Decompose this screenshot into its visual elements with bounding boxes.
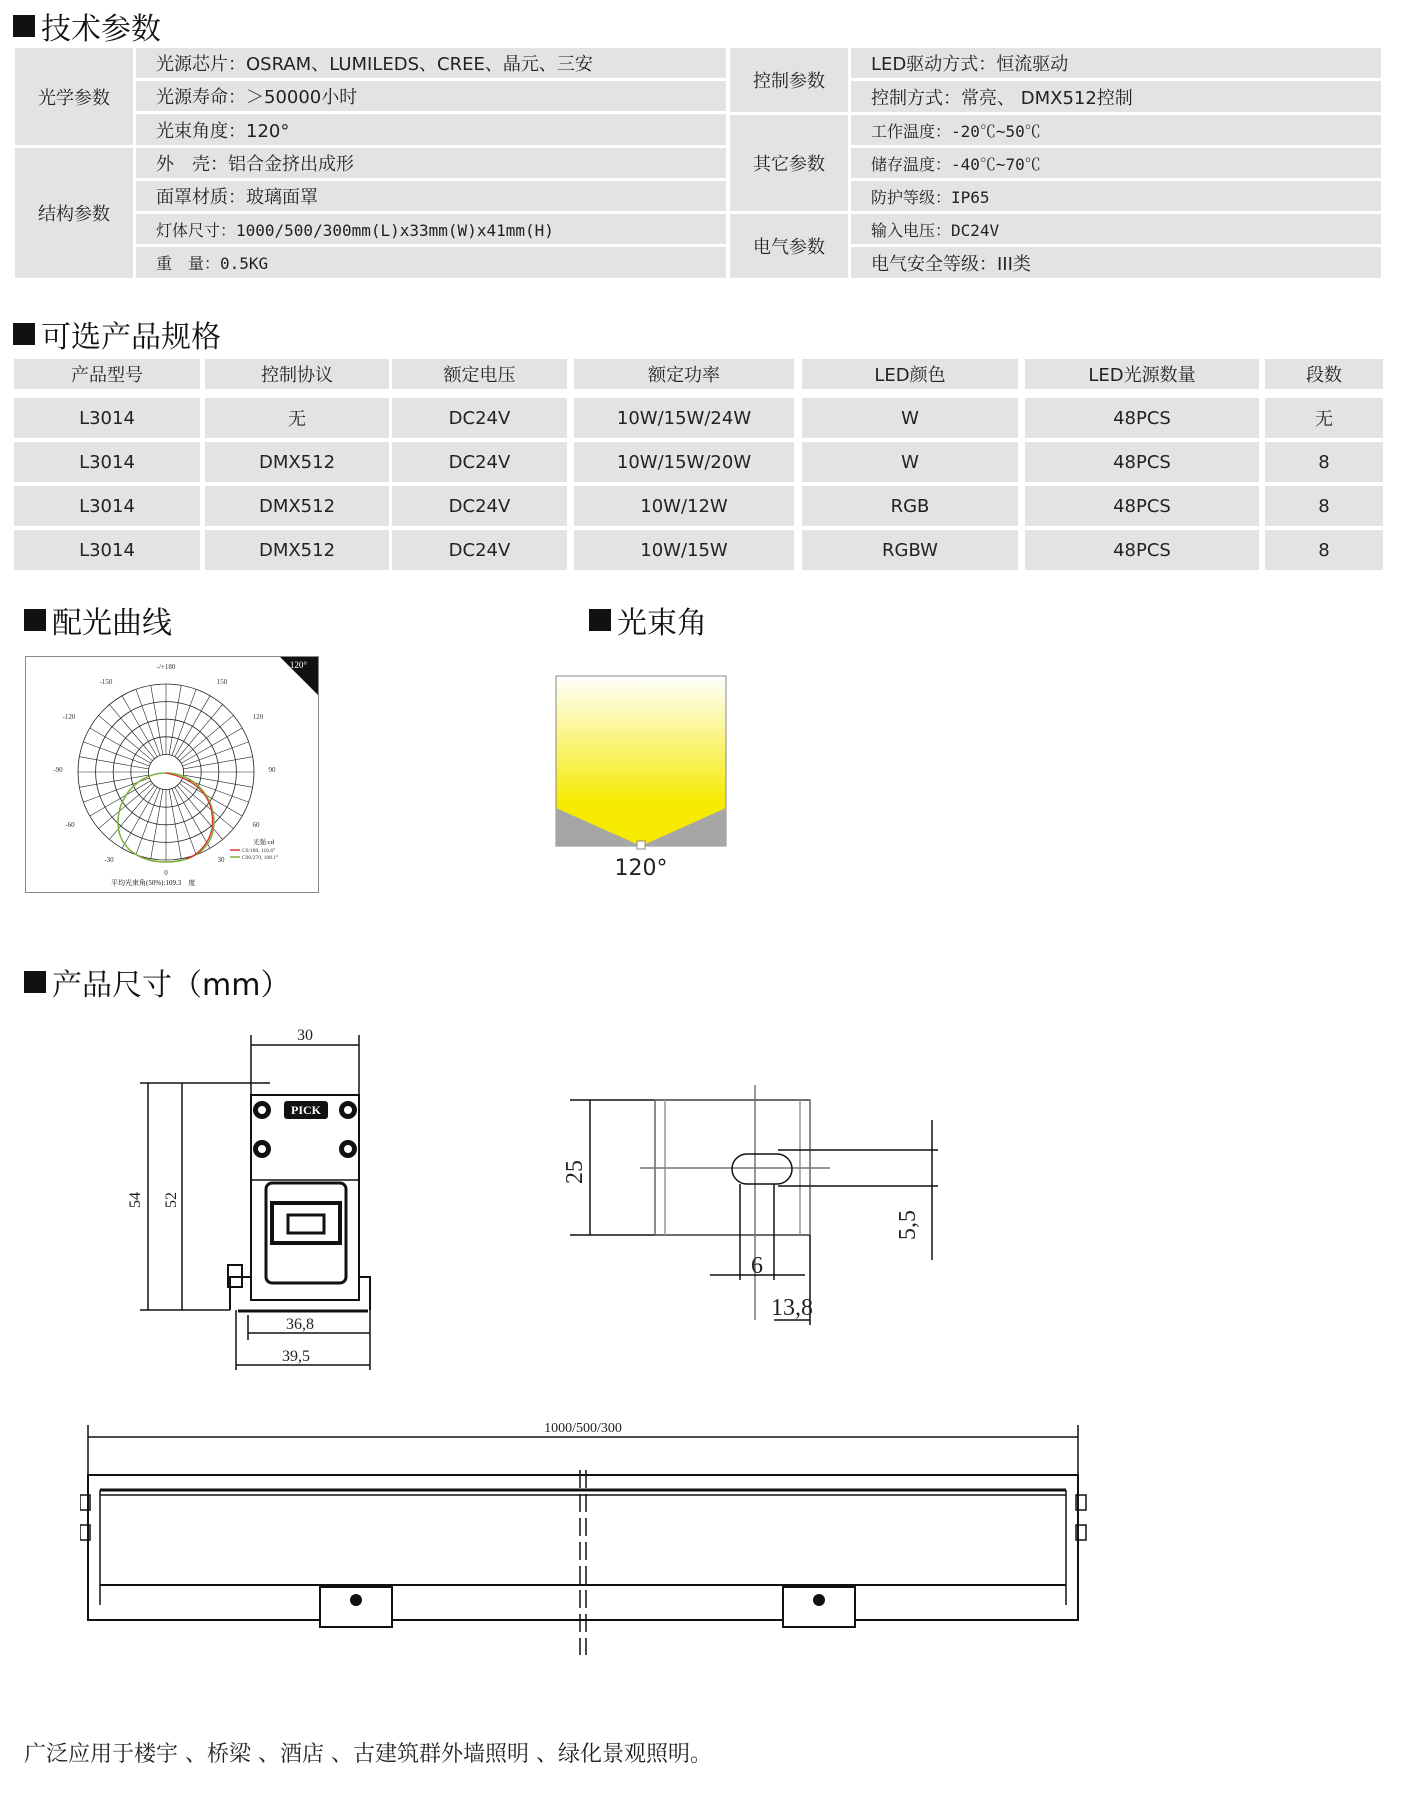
length-view-drawing: [80, 1415, 1100, 1655]
beam-angle-graphic: [555, 675, 727, 853]
spec-cell: 48PCS: [1025, 442, 1259, 482]
mount-clip: [783, 1587, 855, 1627]
spec-cell: 10W/15W/24W: [574, 398, 794, 438]
section-title-tech-params: [13, 4, 161, 48]
spec-header-model: 产品型号: [14, 359, 200, 389]
spec-header-segments: 段数: [1265, 359, 1383, 389]
spec-header-power: 额定功率: [574, 359, 794, 389]
spec-cell: L3014: [14, 530, 200, 570]
spec-cell: 48PCS: [1025, 486, 1259, 526]
dim-width-inner: 36,8: [286, 1316, 314, 1333]
angle-label: -/+180: [156, 663, 176, 671]
spec-cell: 8: [1265, 486, 1383, 526]
spec-cell: W: [802, 398, 1018, 438]
section-title-text: 配光曲线: [52, 606, 172, 641]
angle-label: 30: [217, 856, 225, 864]
slot: [732, 1154, 792, 1184]
square-bullet-icon: [13, 323, 35, 345]
electrical-row-voltage: 输入电压：DC24V: [851, 214, 1381, 244]
dim-slot-offset: 13,8: [771, 1295, 813, 1321]
profile-length: [88, 1475, 1078, 1620]
section-title-text: 技术参数: [41, 12, 161, 47]
polar-spoke: [136, 789, 160, 855]
spec-cell: RGB: [802, 486, 1018, 526]
polar-chart-svg: [26, 657, 318, 892]
spec-header-led-count: LED光源数量: [1025, 359, 1259, 389]
angle-label: -60: [65, 821, 75, 829]
spec-header-voltage: 额定电压: [392, 359, 567, 389]
spec-cell: DMX512: [205, 486, 389, 526]
optical-row-chip: 光源芯片：OSRAM、LUMILEDS、CREE、晶元、三安: [136, 48, 726, 78]
spec-cell: W: [802, 442, 1018, 482]
square-bullet-icon: [589, 609, 611, 631]
section-title-text: 产品尺寸（mm）: [52, 968, 291, 1003]
section-title-dimensions: [24, 960, 290, 1004]
electrical-row-safety: 电气安全等级：III类: [851, 247, 1381, 278]
structure-row-weight: 重 量：0.5KG: [136, 247, 726, 278]
mount-clip: [320, 1587, 392, 1627]
angle-label: 0: [164, 869, 168, 877]
section-title-light-curve: [24, 598, 172, 642]
avg-beam-label: 平均光束角(50%):109.3 度: [111, 879, 196, 887]
structure-row-size: 灯体尺寸：1000/500/300mm(L)x33mm(W)x41mm(H): [136, 214, 726, 244]
spec-cell: 48PCS: [1025, 398, 1259, 438]
square-bullet-icon: [24, 971, 46, 993]
angle-label: -30: [104, 856, 114, 864]
polar-spoke: [172, 689, 196, 755]
optical-row-angle: 光束角度：120°: [136, 114, 726, 145]
legend-c0: C0/180, 116.6°: [242, 848, 276, 854]
spec-cell: DMX512: [205, 442, 389, 482]
other-params-label: 其它参数: [730, 115, 848, 211]
polar-spoke: [172, 789, 196, 855]
dim-slot-height: 5,5: [895, 1210, 921, 1240]
corner-badge-text: 120°: [289, 660, 307, 670]
polar-spoke: [151, 685, 163, 754]
spec-cell: 10W/15W: [574, 530, 794, 570]
optical-params-label: 光学参数: [15, 48, 133, 145]
application-note: 广泛应用于楼宇 、桥梁 、酒店 、古建筑群外墙照明 、绿化景观照明。: [24, 1742, 712, 1767]
angle-label: 90: [268, 766, 276, 774]
spec-cell: DC24V: [392, 442, 567, 482]
spec-cell: 48PCS: [1025, 530, 1259, 570]
angle-label: 120: [252, 713, 264, 721]
dim-width-top: 30: [297, 1027, 313, 1044]
dim-side-height: 25: [562, 1160, 588, 1184]
structure-row-housing: 外 壳：铝合金挤出成形: [136, 148, 726, 178]
dim-height-inner: 52: [163, 1192, 180, 1208]
angle-label: -150: [99, 678, 113, 686]
spec-cell: L3014: [14, 486, 200, 526]
beam-angle-svg: [555, 675, 727, 853]
polar-spoke: [169, 685, 181, 754]
spec-cell: 8: [1265, 442, 1383, 482]
polar-spoke: [183, 757, 252, 769]
other-row-work-temp: 工作温度：-20℃~50℃: [851, 115, 1381, 145]
polar-grid: [78, 684, 254, 860]
spec-cell: L3014: [14, 442, 200, 482]
logo-text: PICK: [291, 1103, 321, 1117]
dim-slot-width: 6: [751, 1253, 763, 1279]
angle-label: -120: [62, 713, 76, 721]
spec-cell: 10W/15W/20W: [574, 442, 794, 482]
spec-cell: L3014: [14, 398, 200, 438]
spec-cell: 无: [1265, 398, 1383, 438]
section-title-specs: [13, 312, 221, 356]
polar-light-distribution-chart: [25, 656, 319, 893]
polar-spoke: [79, 757, 148, 769]
legend-title: 光强:cd: [253, 839, 274, 846]
polar-spoke: [83, 742, 149, 766]
dim-length: 1000/500/300: [544, 1421, 622, 1436]
dim-width-outer: 39,5: [282, 1348, 310, 1365]
spec-cell: 无: [205, 398, 389, 438]
section-title-text: 光束角: [617, 606, 707, 641]
structure-row-cover: 面罩材质：玻璃面罩: [136, 181, 726, 211]
spec-cell: RGBW: [802, 530, 1018, 570]
angle-label: 150: [216, 678, 228, 686]
light-source-icon: [637, 841, 645, 849]
spec-cell: DC24V: [392, 398, 567, 438]
other-row-store-temp: 储存温度：-40℃~70℃: [851, 148, 1381, 178]
control-row-driver: LED驱动方式：恒流驱动: [851, 48, 1381, 78]
polar-spoke: [136, 689, 160, 755]
dim-height-outer: 54: [127, 1192, 144, 1208]
angle-label: 60: [252, 821, 260, 829]
spec-cell: 10W/12W: [574, 486, 794, 526]
side-view-drawing: [560, 1080, 960, 1340]
beam-angle-label: 120°: [614, 856, 668, 881]
optical-row-life: 光源寿命：＞50000小时: [136, 81, 726, 111]
polar-spoke: [169, 789, 181, 858]
structure-params-label: 结构参数: [15, 148, 133, 278]
polar-ring: [148, 754, 183, 789]
spec-cell: DC24V: [392, 530, 567, 570]
polar-spoke: [151, 789, 163, 858]
legend-c90: C90/270, 108.1°: [242, 855, 279, 861]
angle-label: -90: [53, 766, 63, 774]
control-params-label: 控制参数: [730, 48, 848, 112]
electrical-params-label: 电气参数: [730, 214, 848, 278]
square-bullet-icon: [13, 15, 35, 37]
cross-section-drawing: [120, 1025, 380, 1385]
spec-header-color: LED颜色: [802, 359, 1018, 389]
spec-cell: DC24V: [392, 486, 567, 526]
polar-spoke: [183, 742, 249, 766]
square-bullet-icon: [24, 609, 46, 631]
section-title-beam-angle: [589, 598, 707, 642]
spec-cell: 8: [1265, 530, 1383, 570]
section-title-text: 可选产品规格: [41, 320, 221, 355]
spec-header-protocol: 控制协议: [205, 359, 389, 389]
control-row-mode: 控制方式：常亮、 DMX512控制: [851, 81, 1381, 112]
spec-cell: DMX512: [205, 530, 389, 570]
other-row-ip: 防护等级：IP65: [851, 181, 1381, 211]
